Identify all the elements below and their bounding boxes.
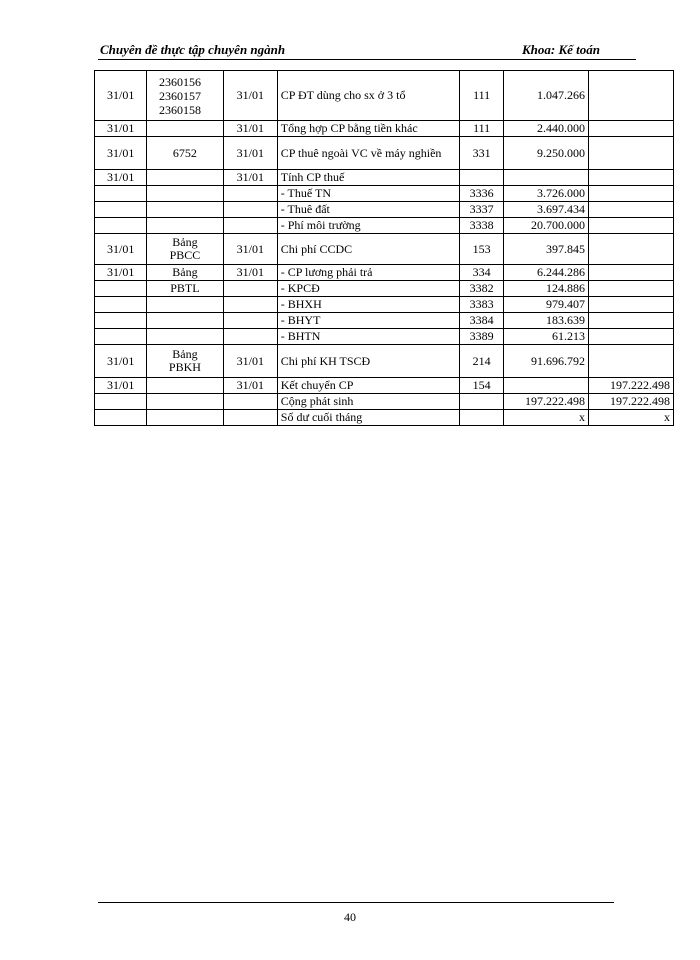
page-number: 40 [344, 910, 356, 924]
cell-debit: 197.222.498 [504, 394, 589, 410]
cell-account: 334 [460, 265, 504, 281]
table-row [95, 218, 674, 234]
cell-account: 154 [460, 378, 504, 394]
footer-rule [98, 902, 614, 903]
cell-doc-number [146, 186, 223, 202]
cell-entry-date: 31/01 [95, 345, 147, 378]
cell-account: 111 [460, 121, 504, 137]
cell-debit [504, 170, 589, 186]
cell-credit [589, 218, 674, 234]
cell-doc-number: 6752 [146, 137, 223, 170]
header-department: Khoa: Kế toán [521, 42, 600, 57]
cell-description: - Phí môi trường [277, 218, 459, 234]
running-header [98, 40, 634, 60]
table-row [95, 137, 674, 170]
table-row [95, 313, 674, 329]
cell-debit: 183.639 [504, 313, 589, 329]
cell-description: - BHTN [277, 329, 459, 345]
cell-credit [589, 202, 674, 218]
cell-entry-date [95, 281, 147, 297]
cell-description: CP ĐT dùng cho sx ở 3 tổ [277, 71, 459, 121]
cell-credit [589, 329, 674, 345]
cell-debit: 397.845 [504, 234, 589, 265]
cell-doc-date: 31/01 [223, 265, 277, 281]
cell-description: - Thuế TN [277, 186, 459, 202]
cell-doc-number [146, 313, 223, 329]
cell-debit: 91.696.792 [504, 345, 589, 378]
cell-doc-date [223, 202, 277, 218]
cell-credit [589, 345, 674, 378]
cell-entry-date: 31/01 [95, 378, 147, 394]
cell-debit: 3.697.434 [504, 202, 589, 218]
cell-doc-number [146, 202, 223, 218]
cell-credit [589, 170, 674, 186]
table-row [95, 329, 674, 345]
cell-doc-number: Bảng PBCC [146, 234, 223, 265]
cell-debit: 1.047.266 [504, 71, 589, 121]
cell-doc-date [223, 297, 277, 313]
cell-doc-number [146, 329, 223, 345]
cell-entry-date: 31/01 [95, 137, 147, 170]
cell-description: - BHYT [277, 313, 459, 329]
cell-entry-date [95, 218, 147, 234]
ledger-body [95, 71, 674, 426]
cell-entry-date [95, 186, 147, 202]
cell-doc-number [146, 297, 223, 313]
cell-debit: 9.250.000 [504, 137, 589, 170]
cell-credit [589, 234, 674, 265]
cell-doc-date [223, 394, 277, 410]
cell-doc-date: 31/01 [223, 234, 277, 265]
cell-debit: 6.244.286 [504, 265, 589, 281]
cell-entry-date: 31/01 [95, 170, 147, 186]
cell-doc-number [146, 410, 223, 426]
cell-entry-date [95, 410, 147, 426]
table-row [95, 202, 674, 218]
cell-credit: 197.222.498 [589, 394, 674, 410]
cell-credit: 197.222.498 [589, 378, 674, 394]
cell-account: 214 [460, 345, 504, 378]
cell-doc-date: 31/01 [223, 71, 277, 121]
cell-credit [589, 297, 674, 313]
cell-credit: x [589, 410, 674, 426]
cell-doc-number: Bảng PBKH [146, 345, 223, 378]
cell-description: Tính CP thuế [277, 170, 459, 186]
cell-doc-number [146, 170, 223, 186]
cell-debit: 3.726.000 [504, 186, 589, 202]
cell-account [460, 394, 504, 410]
cell-doc-date [223, 329, 277, 345]
header-rule [98, 59, 636, 60]
cell-entry-date [95, 313, 147, 329]
cell-debit: 61.213 [504, 329, 589, 345]
table-row [95, 297, 674, 313]
table-row [95, 121, 674, 137]
cell-doc-number: PBTL [146, 281, 223, 297]
cell-doc-date: 31/01 [223, 345, 277, 378]
table-row [95, 410, 674, 426]
table-row [95, 170, 674, 186]
cell-credit [589, 186, 674, 202]
cell-doc-date: 31/01 [223, 121, 277, 137]
ledger-table [94, 70, 674, 426]
cell-description: Chi phí CCDC [277, 234, 459, 265]
cell-entry-date: 31/01 [95, 234, 147, 265]
cell-description: - Thuê đất [277, 202, 459, 218]
cell-description: Chi phí KH TSCĐ [277, 345, 459, 378]
cell-doc-number [146, 378, 223, 394]
table-row [95, 71, 674, 121]
table-row [95, 378, 674, 394]
cell-doc-date: 31/01 [223, 137, 277, 170]
cell-description: - BHXH [277, 297, 459, 313]
cell-account: 153 [460, 234, 504, 265]
cell-account: 3383 [460, 297, 504, 313]
cell-doc-date: 31/01 [223, 170, 277, 186]
cell-doc-date [223, 281, 277, 297]
cell-entry-date [95, 329, 147, 345]
cell-credit [589, 313, 674, 329]
cell-account: 3337 [460, 202, 504, 218]
cell-doc-number: 2360156 2360157 2360158 [146, 71, 223, 121]
table-row [95, 394, 674, 410]
cell-account: 3382 [460, 281, 504, 297]
table-row [95, 281, 674, 297]
cell-doc-number [146, 121, 223, 137]
cell-entry-date: 31/01 [95, 71, 147, 121]
cell-doc-date [223, 218, 277, 234]
cell-description: Số dư cuối tháng [277, 410, 459, 426]
cell-credit [589, 265, 674, 281]
cell-description: - CP lương phải trả [277, 265, 459, 281]
cell-doc-number [146, 218, 223, 234]
cell-debit: 124.886 [504, 281, 589, 297]
cell-account: 111 [460, 71, 504, 121]
cell-account: 331 [460, 137, 504, 170]
cell-credit [589, 71, 674, 121]
table-row [95, 234, 674, 265]
header-title: Chuyên đề thực tập chuyên ngành [100, 42, 286, 57]
cell-account [460, 410, 504, 426]
table-row [95, 265, 674, 281]
cell-entry-date [95, 202, 147, 218]
cell-credit [589, 281, 674, 297]
cell-debit: 2.440.000 [504, 121, 589, 137]
cell-account: 3384 [460, 313, 504, 329]
cell-account [460, 170, 504, 186]
cell-doc-date [223, 186, 277, 202]
cell-credit [589, 121, 674, 137]
cell-doc-number [146, 394, 223, 410]
table-row [95, 345, 674, 378]
cell-description: - KPCĐ [277, 281, 459, 297]
cell-account: 3338 [460, 218, 504, 234]
table-row [95, 186, 674, 202]
cell-entry-date [95, 297, 147, 313]
cell-doc-date [223, 410, 277, 426]
cell-debit: 979.407 [504, 297, 589, 313]
cell-account: 3336 [460, 186, 504, 202]
cell-entry-date [95, 394, 147, 410]
cell-entry-date: 31/01 [95, 121, 147, 137]
cell-debit: 20.700.000 [504, 218, 589, 234]
cell-debit [504, 378, 589, 394]
cell-description: CP thuê ngoài VC về máy nghiền [277, 137, 459, 170]
cell-debit: x [504, 410, 589, 426]
cell-entry-date: 31/01 [95, 265, 147, 281]
cell-description: Cộng phát sinh [277, 394, 459, 410]
cell-doc-date: 31/01 [223, 378, 277, 394]
cell-description: Tổng hợp CP bằng tiền khác [277, 121, 459, 137]
cell-doc-number: Bảng [146, 265, 223, 281]
cell-account: 3389 [460, 329, 504, 345]
cell-doc-date [223, 313, 277, 329]
cell-description: Kết chuyển CP [277, 378, 459, 394]
cell-credit [589, 137, 674, 170]
